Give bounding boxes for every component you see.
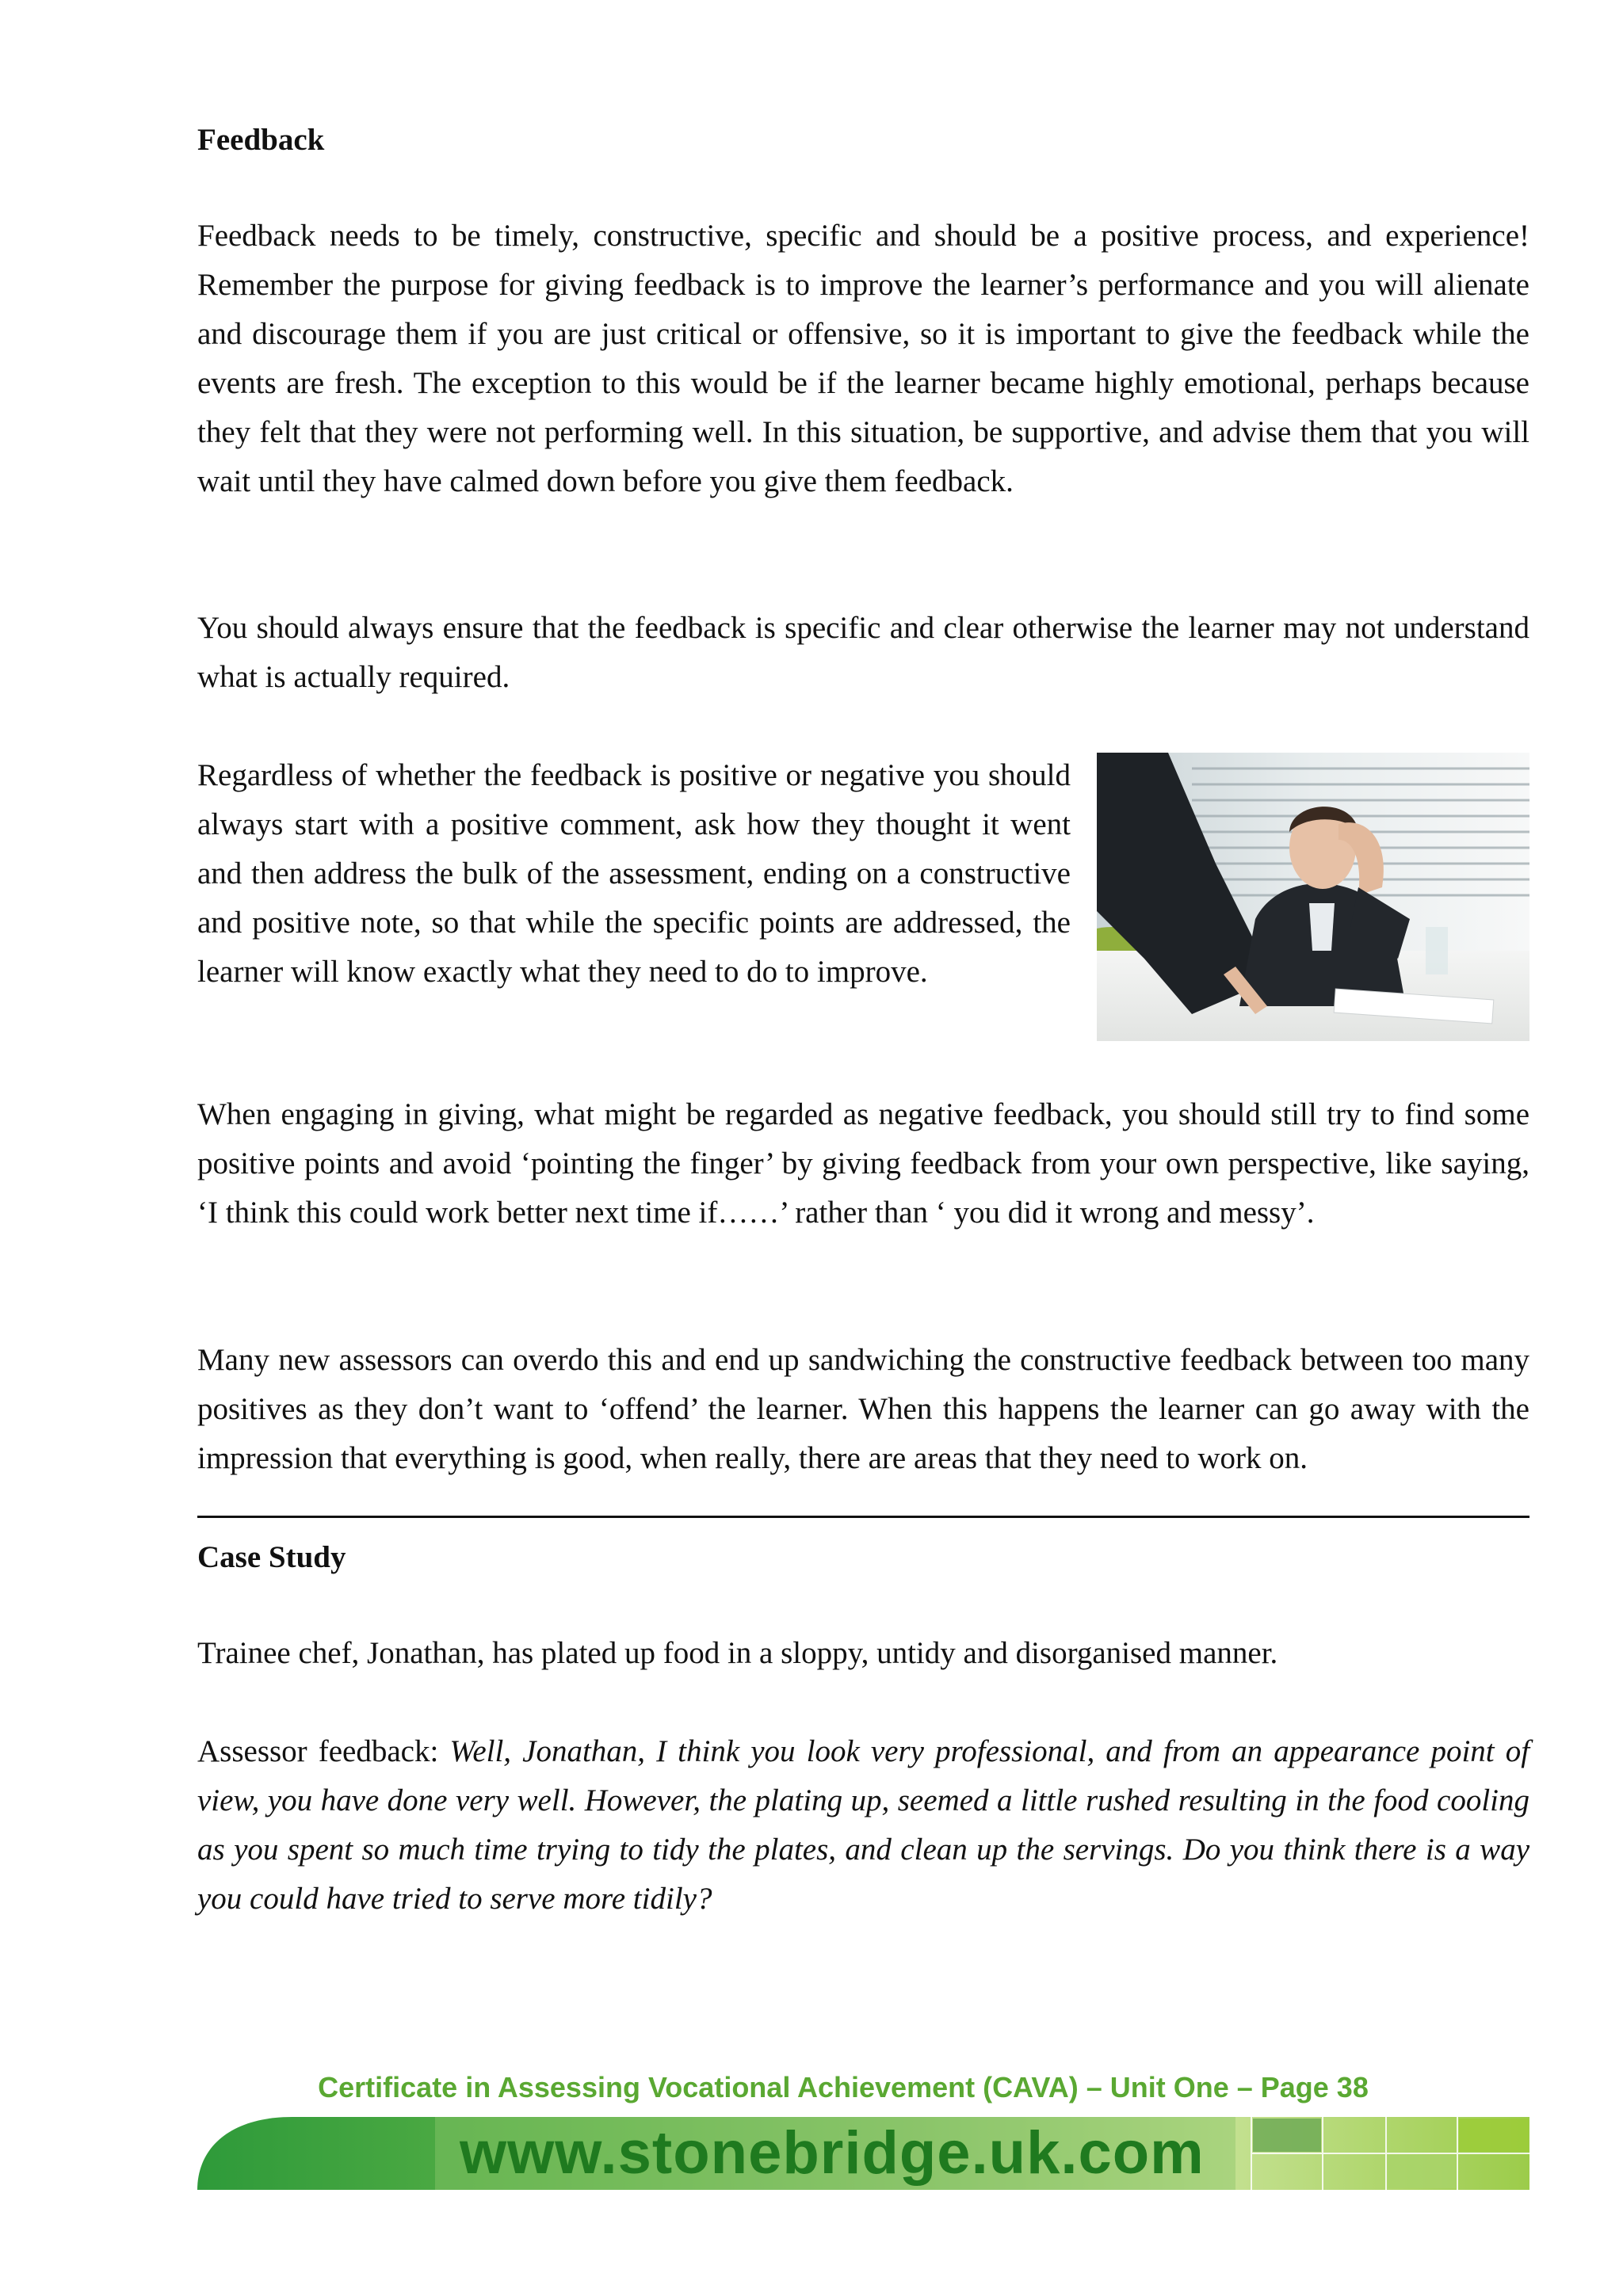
footer-course-title: Certificate in Assessing Vocational Achievement (CAVA) – Unit One – Page 38	[318, 2071, 1369, 2103]
section-heading-feedback: Feedback	[197, 123, 325, 157]
paragraph-case-scenario: Trainee chef, Jonathan, has plated up food in a sloppy, untidy and disorganised manner.	[197, 1636, 1278, 1670]
office-feedback-photo	[1097, 753, 1529, 1041]
section-divider	[197, 1516, 1529, 1518]
paragraph-negative-feedback: When engaging in giving, what might be regarded as negative feedback, you should still try to find some positive points and avoid ‘pointing the finger’ by giving feedback from your own perspective, like saying, ‘I think this could work better next time if……’ rather than ‘ you did it wrong and messy’.	[197, 1097, 1529, 1230]
paragraph-overdo-positives: Many new assessors can overdo this and end up sandwiching the constructive feedback between too many positives as they don’t want to ‘offend’ the learner. When this happens the learner can go away with the impression that everything is good, when really, there are areas that they need to work on.	[197, 1343, 1529, 1475]
footer-website-url[interactable]: www.stonebridge.uk.com	[460, 2119, 1205, 2187]
assessor-feedback-quote: Well, Jonathan, I think you look very professional, and from an appearance point of view, you have done very well. However, the plating up, seemed a little rushed resulting in the food cooling as you spent so much time trying to tidy the plates, and clean up the servings. Do you think there is a way you could have tried to serve more tidily?	[197, 1734, 1530, 1916]
paragraph-positive-start: Regardless of whether the feedback is positive or negative you should always start with a positive comment, ask how they thought it went and then address the bulk of the assessment, ending on a constructive and positive note, so that while the specific points are addressed, the learner will know exactly what they need to do to improve.	[197, 758, 1071, 989]
paragraph-specific-clear: You should always ensure that the feedback is specific and clear otherwise the learner may not understand what is actually required.	[197, 611, 1529, 694]
section-heading-case-study: Case Study	[197, 1540, 346, 1574]
paragraph-assessor-feedback	[197, 1727, 1529, 1924]
paragraph-feedback-intro: Feedback needs to be timely, constructive, specific and should be a positive process, and experience! Remember the purpose for giving feedback is to improve the learner’s performance and you will alienate and discourage them if you are just critical or offensive, so it is important to give the feedback while the events are fresh. The exception to this would be if the learner became highly emotional, perhaps because they felt that they were not performing well. In this situation, be supportive, and advise them that you will wait until they have calmed down before you give them feedback.	[197, 219, 1529, 498]
assessor-feedback-label: Assessor feedback:	[197, 1734, 439, 1768]
